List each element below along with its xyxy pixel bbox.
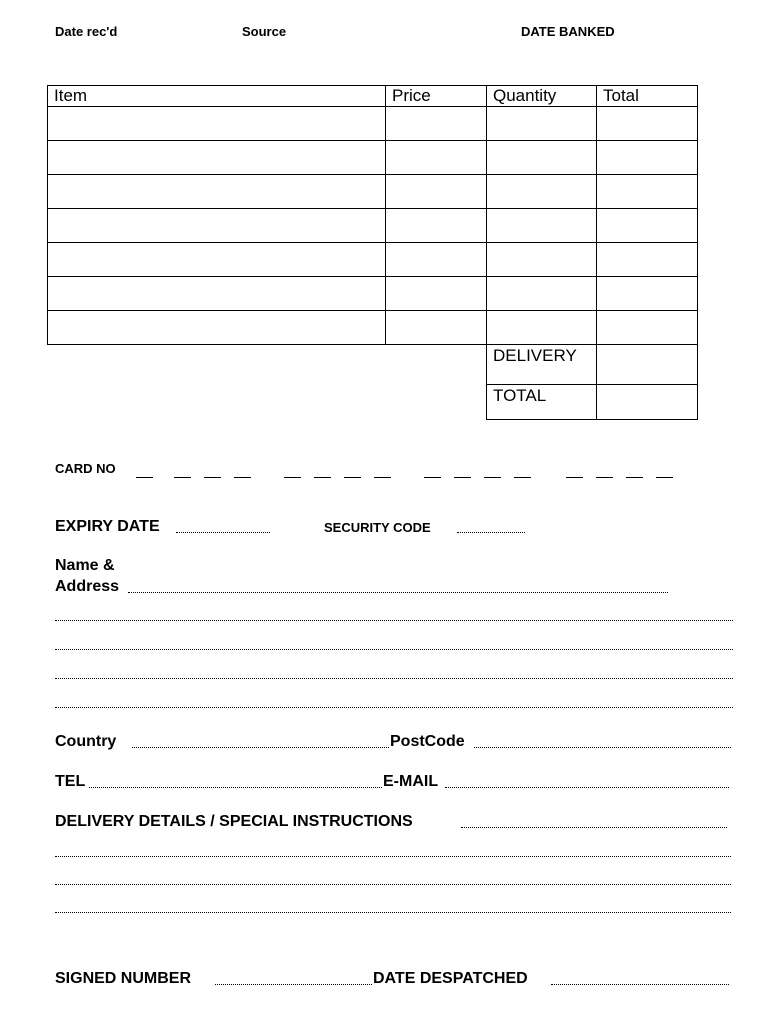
delivery-details-label: DELIVERY DETAILS / SPECIAL INSTRUCTIONS: [55, 813, 413, 830]
quantity-cell[interactable]: [487, 311, 597, 345]
item-cell[interactable]: [48, 277, 386, 311]
name-label: Name &: [55, 557, 115, 574]
price-cell[interactable]: [386, 311, 487, 345]
blank-cell: [386, 345, 487, 385]
item-cell[interactable]: [48, 141, 386, 175]
address-line[interactable]: [55, 678, 733, 679]
address-field[interactable]: [128, 592, 668, 593]
quantity-cell[interactable]: [487, 243, 597, 277]
delivery-row: [48, 345, 698, 385]
email-field[interactable]: [445, 787, 729, 788]
country-field[interactable]: [132, 747, 389, 748]
item-cell[interactable]: [48, 243, 386, 277]
delivery-details-field[interactable]: [461, 827, 727, 828]
expiry-date-label: EXPIRY DATE: [55, 518, 160, 535]
table-row: [48, 311, 698, 345]
item-cell[interactable]: [48, 175, 386, 209]
total-cell[interactable]: [597, 277, 698, 311]
security-code-field[interactable]: [457, 532, 525, 533]
column-header-item: Item: [48, 86, 386, 107]
price-cell[interactable]: [386, 209, 487, 243]
address-line[interactable]: [55, 707, 733, 708]
total-value-cell[interactable]: [597, 385, 698, 420]
address-line[interactable]: [55, 649, 733, 650]
table-row: [48, 209, 698, 243]
item-cell[interactable]: [48, 209, 386, 243]
table-row: [48, 107, 698, 141]
date-despatched-label: DATE DESPATCHED: [373, 970, 528, 987]
email-label: E-MAIL: [383, 773, 439, 790]
item-cell[interactable]: [48, 311, 386, 345]
total-cell[interactable]: [597, 175, 698, 209]
postcode-label: PostCode: [390, 733, 465, 750]
signed-number-label: SIGNED NUMBER: [55, 970, 192, 987]
blank-cell: [48, 385, 386, 420]
postcode-field[interactable]: [474, 747, 731, 748]
address-label-text: Address: [55, 578, 120, 595]
price-cell[interactable]: [386, 107, 487, 141]
expiry-date-field[interactable]: [176, 532, 270, 533]
address-line[interactable]: [55, 620, 733, 621]
column-header-quantity: Quantity: [487, 86, 597, 107]
quantity-cell[interactable]: [487, 277, 597, 311]
tel-field[interactable]: [89, 787, 382, 788]
table-row: [48, 277, 698, 311]
card-number-label: CARD NO: [55, 461, 116, 476]
total-cell[interactable]: [597, 141, 698, 175]
order-table: [47, 85, 698, 420]
blank-cell: [48, 345, 386, 385]
total-cell[interactable]: [597, 243, 698, 277]
security-code-label: SECURITY CODE: [324, 520, 431, 535]
delivery-label: DELIVERY: [487, 345, 597, 385]
delivery-value-cell[interactable]: [597, 345, 698, 385]
table-row: [48, 175, 698, 209]
tel-label: TEL: [55, 773, 86, 790]
table-header-row: [48, 86, 698, 107]
delivery-details-line[interactable]: [55, 856, 731, 857]
quantity-cell[interactable]: [487, 141, 597, 175]
date-despatched-field[interactable]: [551, 984, 729, 985]
table-row: [48, 141, 698, 175]
quantity-cell[interactable]: [487, 209, 597, 243]
total-label: TOTAL: [487, 385, 597, 420]
quantity-cell[interactable]: [487, 107, 597, 141]
country-label: Country: [55, 733, 117, 750]
column-header-price: Price: [386, 86, 487, 107]
column-header-total: Total: [597, 86, 698, 107]
quantity-cell[interactable]: [487, 175, 597, 209]
delivery-details-line[interactable]: [55, 884, 731, 885]
signed-number-field[interactable]: [215, 984, 372, 985]
total-row: [48, 385, 698, 420]
source-label: Source: [242, 24, 287, 39]
price-cell[interactable]: [386, 277, 487, 311]
price-cell[interactable]: [386, 175, 487, 209]
blank-cell: [386, 385, 487, 420]
price-cell[interactable]: [386, 141, 487, 175]
total-cell[interactable]: [597, 107, 698, 141]
delivery-details-line[interactable]: [55, 912, 731, 913]
table-row: [48, 243, 698, 277]
item-cell[interactable]: [48, 107, 386, 141]
date-received-label: Date rec'd: [55, 24, 118, 39]
total-cell[interactable]: [597, 209, 698, 243]
price-cell[interactable]: [386, 243, 487, 277]
total-cell[interactable]: [597, 311, 698, 345]
date-banked-label: DATE BANKED: [521, 24, 615, 39]
